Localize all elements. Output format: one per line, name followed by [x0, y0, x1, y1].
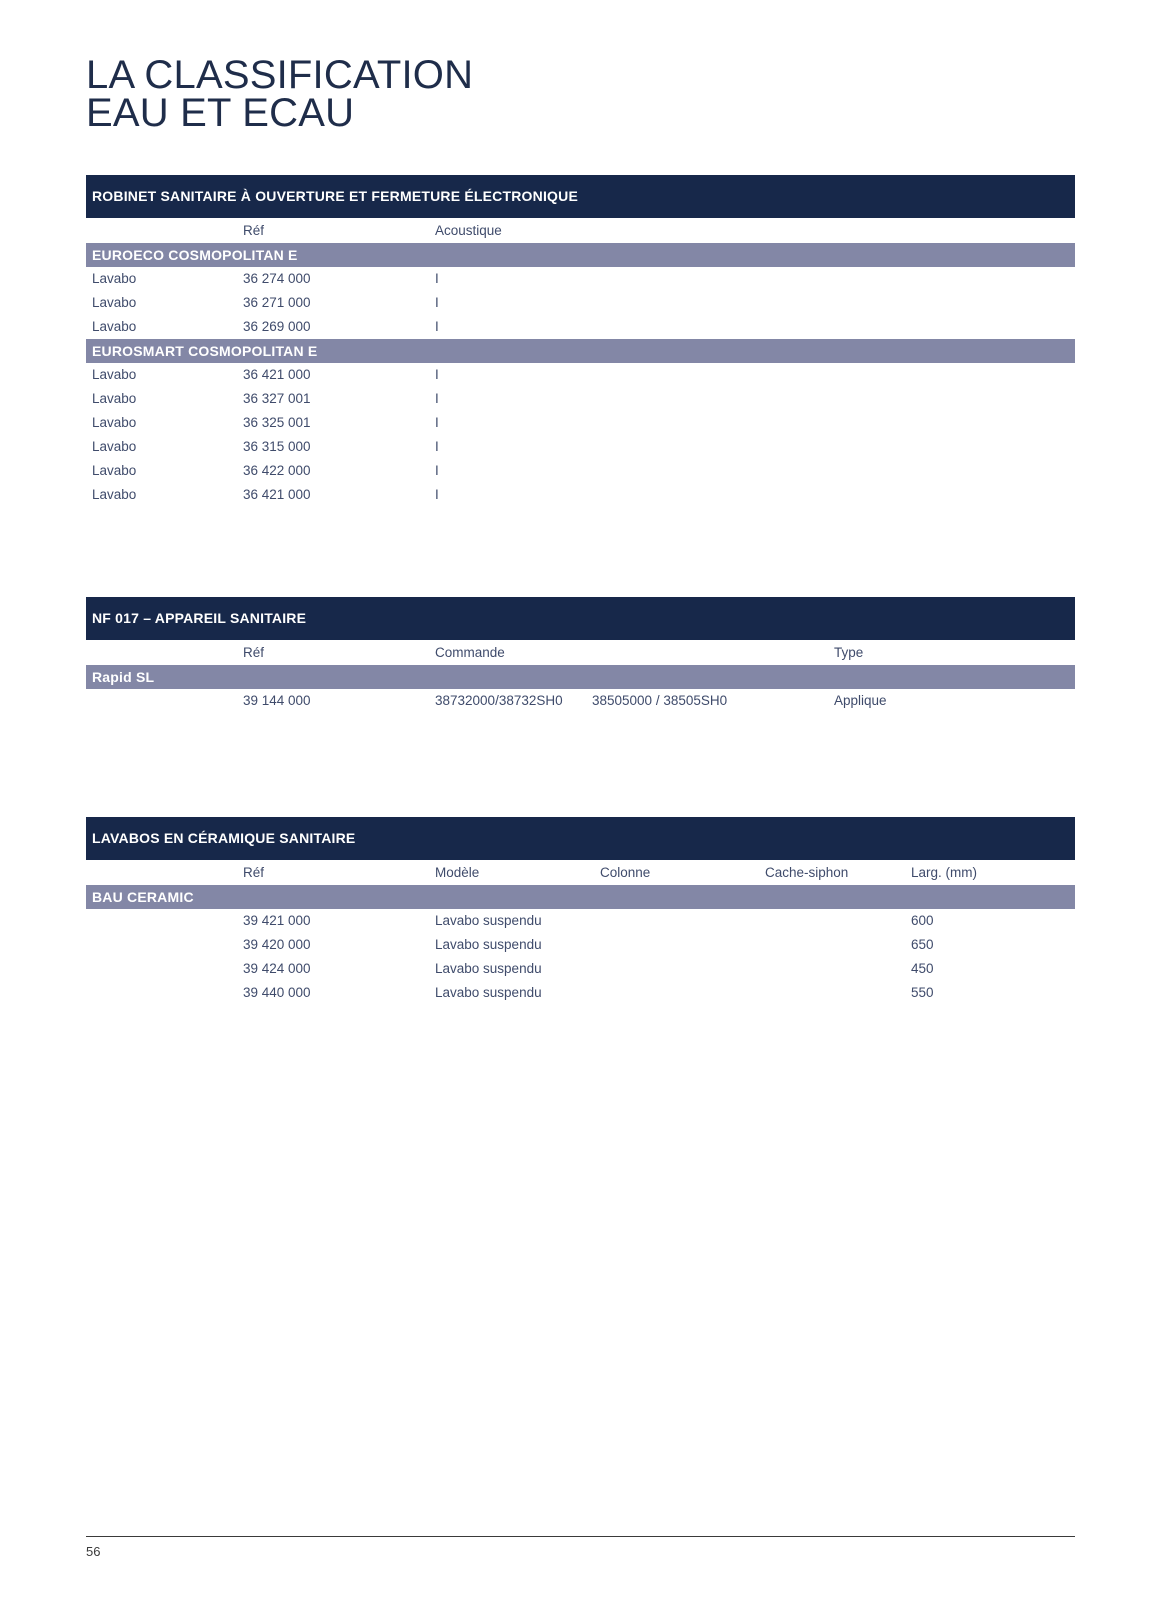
row-acoustique: I [435, 487, 439, 502]
row-acoustique: I [435, 391, 439, 406]
column-header-ref: Réf [243, 865, 265, 880]
row-acoustique: I [435, 271, 439, 286]
section-header: LAVABOS EN CÉRAMIQUE SANITAIRE [86, 817, 1075, 860]
row-largeur: 650 [911, 937, 934, 952]
column-header-ref: Réf [243, 223, 265, 238]
row-ref: 39 440 000 [243, 985, 311, 1000]
table-row [86, 315, 1075, 339]
column-header-cache-siphon: Cache-siphon [765, 865, 849, 880]
row-ref: 36 269 000 [243, 319, 311, 334]
row-acoustique: I [435, 463, 439, 478]
row-label: Lavabo [92, 271, 137, 286]
column-header-largeur: Larg. (mm) [911, 865, 978, 880]
row-commande-1: 38732000/38732SH0 [435, 693, 563, 708]
page-title-line1: LA CLASSIFICATION [86, 53, 474, 97]
row-acoustique: I [435, 439, 439, 454]
section-header: NF 017 – APPAREIL SANITAIRE [86, 597, 1075, 640]
row-label: Lavabo [92, 415, 137, 430]
page-title-line2: EAU ET ECAU [86, 91, 355, 135]
group-header-rapid-sl: Rapid SL [86, 665, 1075, 689]
row-largeur: 600 [911, 913, 934, 928]
table-row [86, 459, 1075, 483]
row-type: Applique [834, 693, 887, 708]
table-row [86, 435, 1075, 459]
row-label: Lavabo [92, 319, 137, 334]
row-label: Lavabo [92, 439, 137, 454]
section-lavabos-ceramique [86, 817, 1075, 1005]
row-ref: 36 421 000 [243, 487, 311, 502]
row-modele: Lavabo suspendu [435, 985, 542, 1000]
row-acoustique: I [435, 319, 439, 334]
column-header-commande: Commande [435, 645, 505, 660]
table-row [86, 267, 1075, 291]
row-modele: Lavabo suspendu [435, 913, 542, 928]
row-label: Lavabo [92, 487, 137, 502]
table-row [86, 933, 1075, 957]
row-ref: 36 421 000 [243, 367, 311, 382]
section-nf017 [86, 597, 1075, 713]
row-ref: 39 421 000 [243, 913, 311, 928]
table-row [86, 387, 1075, 411]
column-header-row [86, 861, 1075, 885]
column-header-modele: Modèle [435, 865, 480, 880]
row-acoustique: I [435, 415, 439, 430]
group-header-eurosmart: EUROSMART COSMOPOLITAN E [86, 339, 1075, 363]
footer-divider [86, 1536, 1075, 1537]
row-largeur: 550 [911, 985, 934, 1000]
column-header-acoustique: Acoustique [435, 223, 502, 238]
row-ref: 36 274 000 [243, 271, 311, 286]
table-row [86, 909, 1075, 933]
row-ref: 39 420 000 [243, 937, 311, 952]
column-header-ref: Réf [243, 645, 265, 660]
table-row [86, 291, 1075, 315]
row-ref: 39 424 000 [243, 961, 311, 976]
page-number: 56 [86, 1544, 101, 1559]
row-acoustique: I [435, 367, 439, 382]
row-label: Lavabo [92, 391, 137, 406]
column-header-type: Type [834, 645, 864, 660]
table-row [86, 363, 1075, 387]
page-title [86, 53, 474, 135]
row-label: Lavabo [92, 367, 137, 382]
group-header-euroeco: EUROECO COSMOPOLITAN E [86, 243, 1075, 267]
row-modele: Lavabo suspendu [435, 937, 542, 952]
row-ref: 36 315 000 [243, 439, 311, 454]
row-ref: 36 422 000 [243, 463, 311, 478]
group-header-bau-ceramic: BAU CERAMIC [86, 885, 1075, 909]
table-row [86, 411, 1075, 435]
row-label: Lavabo [92, 463, 137, 478]
column-header-row [86, 219, 1075, 243]
column-header-row [86, 641, 1075, 665]
table-row [86, 483, 1075, 507]
table-row [86, 689, 1075, 713]
column-header-colonne: Colonne [600, 865, 651, 880]
section-robinet-electronique [86, 175, 1075, 507]
table-row [86, 981, 1075, 1005]
row-ref: 36 271 000 [243, 295, 311, 310]
row-label: Lavabo [92, 295, 137, 310]
row-ref: 39 144 000 [243, 693, 311, 708]
section-header: ROBINET SANITAIRE À OUVERTURE ET FERMETURE ÉLECTRONIQUE [86, 175, 1075, 218]
row-modele: Lavabo suspendu [435, 961, 542, 976]
row-acoustique: I [435, 295, 439, 310]
row-commande-2: 38505000 / 38505SH0 [592, 693, 728, 708]
table-row [86, 957, 1075, 981]
row-ref: 36 327 001 [243, 391, 311, 406]
row-largeur: 450 [911, 961, 934, 976]
row-ref: 36 325 001 [243, 415, 311, 430]
